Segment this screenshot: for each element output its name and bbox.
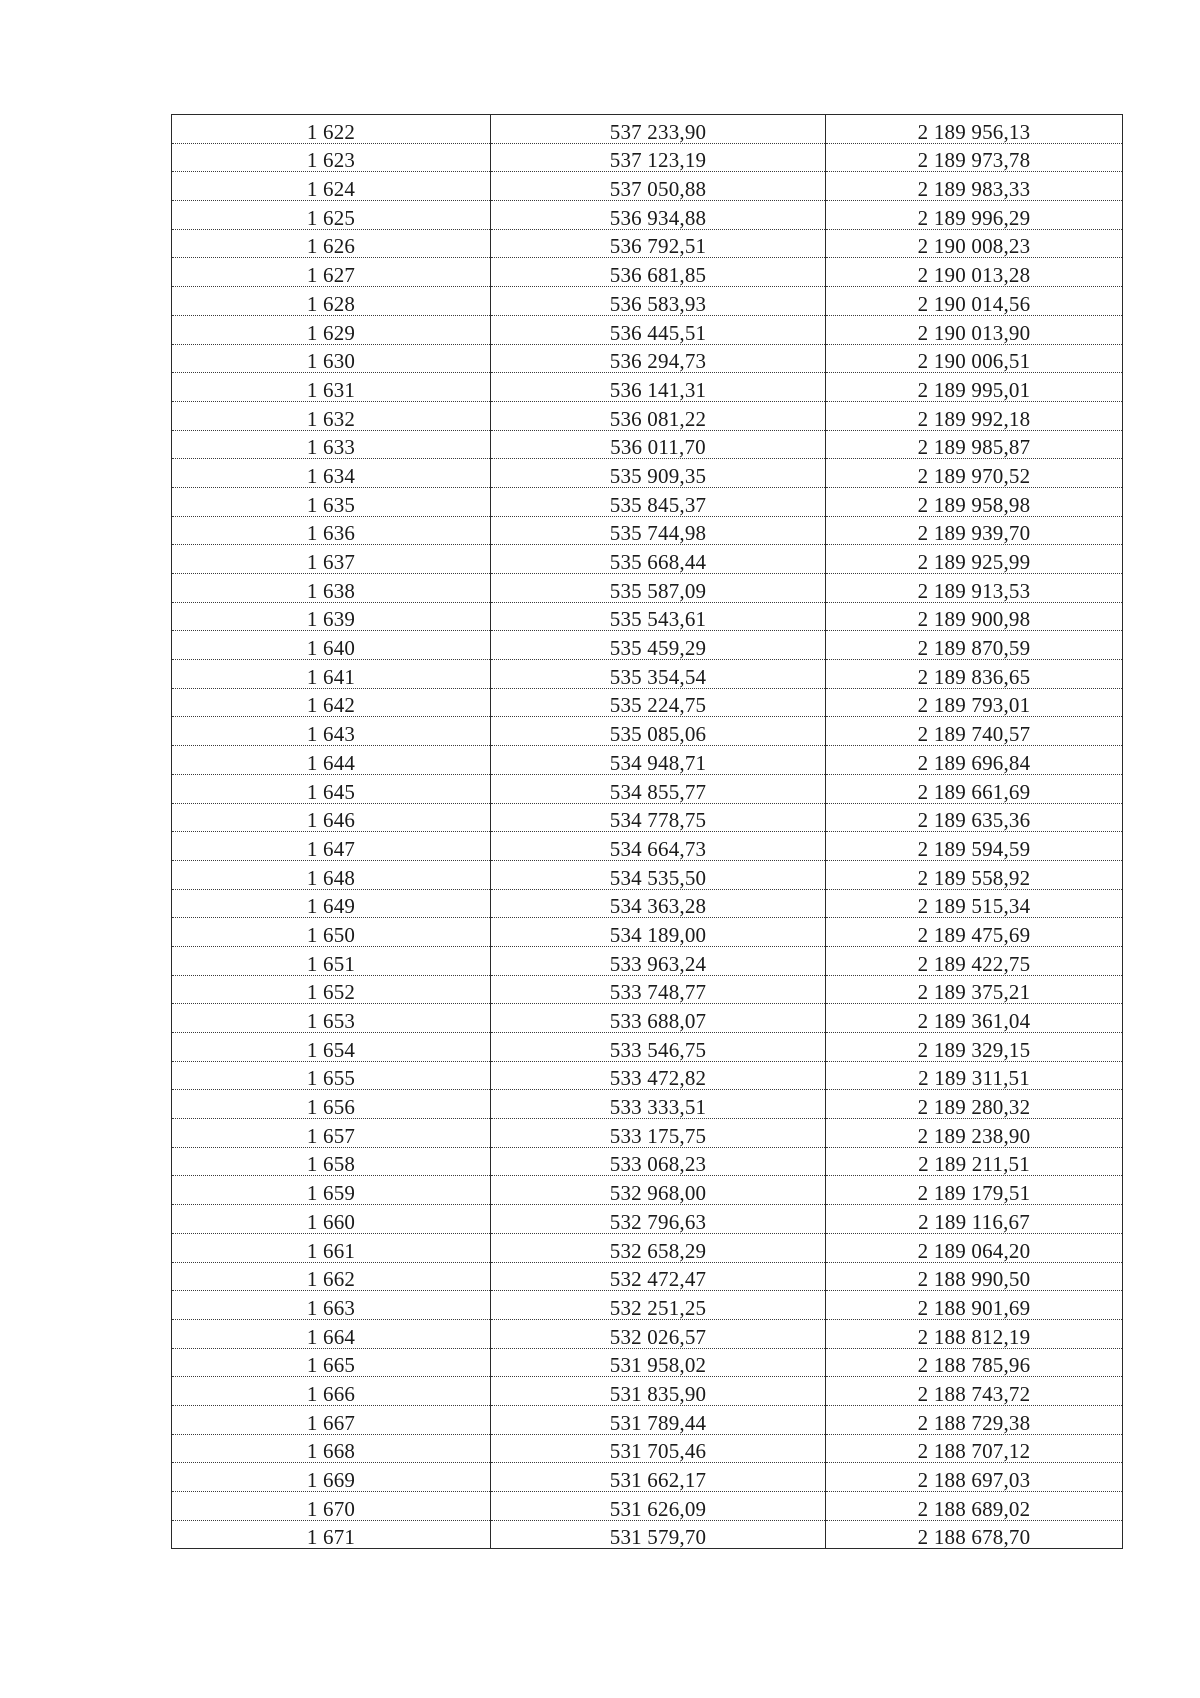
table-row [172, 1233, 1123, 1262]
table-row [172, 229, 1123, 258]
table-row [172, 803, 1123, 832]
y-coordinate-cell: 2 189 913,53 [826, 574, 1123, 603]
table-row [172, 287, 1123, 316]
table-row [172, 172, 1123, 201]
point-number-cell: 1 660 [172, 1205, 491, 1234]
x-coordinate-cell: 537 050,88 [491, 172, 826, 201]
x-coordinate-cell: 534 535,50 [491, 860, 826, 889]
x-coordinate-cell: 536 294,73 [491, 344, 826, 373]
point-number-cell: 1 641 [172, 660, 491, 689]
x-coordinate-cell: 535 224,75 [491, 688, 826, 717]
table-row [172, 631, 1123, 660]
x-coordinate-cell: 532 026,57 [491, 1319, 826, 1348]
table-row [172, 201, 1123, 230]
x-coordinate-cell: 534 948,71 [491, 746, 826, 775]
y-coordinate-cell: 2 189 064,20 [826, 1233, 1123, 1262]
point-number-cell: 1 638 [172, 574, 491, 603]
y-coordinate-cell: 2 189 992,18 [826, 401, 1123, 430]
point-number-cell: 1 644 [172, 746, 491, 775]
x-coordinate-cell: 532 472,47 [491, 1262, 826, 1291]
point-number-cell: 1 633 [172, 430, 491, 459]
table-row [172, 1061, 1123, 1090]
point-number-cell: 1 669 [172, 1463, 491, 1492]
y-coordinate-cell: 2 189 793,01 [826, 688, 1123, 717]
point-number-cell: 1 632 [172, 401, 491, 430]
y-coordinate-cell: 2 189 179,51 [826, 1176, 1123, 1205]
point-number-cell: 1 666 [172, 1377, 491, 1406]
table-row [172, 1492, 1123, 1521]
table-row [172, 1004, 1123, 1033]
y-coordinate-cell: 2 189 375,21 [826, 975, 1123, 1004]
x-coordinate-cell: 534 855,77 [491, 774, 826, 803]
point-number-cell: 1 647 [172, 832, 491, 861]
x-coordinate-cell: 536 011,70 [491, 430, 826, 459]
x-coordinate-cell: 532 968,00 [491, 1176, 826, 1205]
x-coordinate-cell: 533 963,24 [491, 946, 826, 975]
y-coordinate-cell: 2 190 013,28 [826, 258, 1123, 287]
x-coordinate-cell: 536 792,51 [491, 229, 826, 258]
x-coordinate-cell: 536 445,51 [491, 315, 826, 344]
y-coordinate-cell: 2 188 901,69 [826, 1291, 1123, 1320]
point-number-cell: 1 652 [172, 975, 491, 1004]
point-number-cell: 1 646 [172, 803, 491, 832]
y-coordinate-cell: 2 189 696,84 [826, 746, 1123, 775]
table-row [172, 373, 1123, 402]
x-coordinate-cell: 536 583,93 [491, 287, 826, 316]
point-number-cell: 1 668 [172, 1434, 491, 1463]
coordinates-table-body [172, 115, 1123, 1549]
table-row [172, 946, 1123, 975]
point-number-cell: 1 624 [172, 172, 491, 201]
y-coordinate-cell: 2 189 870,59 [826, 631, 1123, 660]
table-row [172, 258, 1123, 287]
table-row [172, 660, 1123, 689]
y-coordinate-cell: 2 189 329,15 [826, 1033, 1123, 1062]
point-number-cell: 1 634 [172, 459, 491, 488]
x-coordinate-cell: 535 543,61 [491, 602, 826, 631]
point-number-cell: 1 645 [172, 774, 491, 803]
table-row [172, 315, 1123, 344]
table-row [172, 401, 1123, 430]
x-coordinate-cell: 531 579,70 [491, 1520, 826, 1549]
x-coordinate-cell: 531 958,02 [491, 1348, 826, 1377]
table-row [172, 688, 1123, 717]
y-coordinate-cell: 2 189 973,78 [826, 143, 1123, 172]
x-coordinate-cell: 537 233,90 [491, 115, 826, 144]
point-number-cell: 1 661 [172, 1233, 491, 1262]
table-row [172, 1176, 1123, 1205]
point-number-cell: 1 655 [172, 1061, 491, 1090]
table-row [172, 602, 1123, 631]
y-coordinate-cell: 2 189 558,92 [826, 860, 1123, 889]
x-coordinate-cell: 534 664,73 [491, 832, 826, 861]
table-row [172, 1090, 1123, 1119]
table-row [172, 774, 1123, 803]
table-row [172, 516, 1123, 545]
y-coordinate-cell: 2 189 422,75 [826, 946, 1123, 975]
table-row [172, 143, 1123, 172]
table-row [172, 889, 1123, 918]
y-coordinate-cell: 2 189 985,87 [826, 430, 1123, 459]
point-number-cell: 1 643 [172, 717, 491, 746]
y-coordinate-cell: 2 189 475,69 [826, 918, 1123, 947]
y-coordinate-cell: 2 189 361,04 [826, 1004, 1123, 1033]
point-number-cell: 1 670 [172, 1492, 491, 1521]
y-coordinate-cell: 2 189 311,51 [826, 1061, 1123, 1090]
x-coordinate-cell: 537 123,19 [491, 143, 826, 172]
point-number-cell: 1 626 [172, 229, 491, 258]
y-coordinate-cell: 2 189 983,33 [826, 172, 1123, 201]
y-coordinate-cell: 2 189 594,59 [826, 832, 1123, 861]
table-row [172, 1434, 1123, 1463]
point-number-cell: 1 658 [172, 1147, 491, 1176]
table-row [172, 1262, 1123, 1291]
x-coordinate-cell: 533 546,75 [491, 1033, 826, 1062]
y-coordinate-cell: 2 189 836,65 [826, 660, 1123, 689]
point-number-cell: 1 662 [172, 1262, 491, 1291]
y-coordinate-cell: 2 188 697,03 [826, 1463, 1123, 1492]
y-coordinate-cell: 2 189 956,13 [826, 115, 1123, 144]
point-number-cell: 1 639 [172, 602, 491, 631]
point-number-cell: 1 635 [172, 487, 491, 516]
table-row [172, 975, 1123, 1004]
point-number-cell: 1 622 [172, 115, 491, 144]
y-coordinate-cell: 2 189 939,70 [826, 516, 1123, 545]
table-row [172, 1291, 1123, 1320]
point-number-cell: 1 640 [172, 631, 491, 660]
x-coordinate-cell: 533 688,07 [491, 1004, 826, 1033]
y-coordinate-cell: 2 189 996,29 [826, 201, 1123, 230]
y-coordinate-cell: 2 190 008,23 [826, 229, 1123, 258]
x-coordinate-cell: 534 778,75 [491, 803, 826, 832]
y-coordinate-cell: 2 189 211,51 [826, 1147, 1123, 1176]
y-coordinate-cell: 2 188 729,38 [826, 1405, 1123, 1434]
y-coordinate-cell: 2 188 812,19 [826, 1319, 1123, 1348]
point-number-cell: 1 664 [172, 1319, 491, 1348]
x-coordinate-cell: 532 658,29 [491, 1233, 826, 1262]
y-coordinate-cell: 2 189 635,36 [826, 803, 1123, 832]
x-coordinate-cell: 535 587,09 [491, 574, 826, 603]
x-coordinate-cell: 533 333,51 [491, 1090, 826, 1119]
y-coordinate-cell: 2 190 014,56 [826, 287, 1123, 316]
table-row [172, 860, 1123, 889]
x-coordinate-cell: 535 459,29 [491, 631, 826, 660]
x-coordinate-cell: 533 748,77 [491, 975, 826, 1004]
x-coordinate-cell: 531 662,17 [491, 1463, 826, 1492]
table-row [172, 1348, 1123, 1377]
point-number-cell: 1 671 [172, 1520, 491, 1549]
x-coordinate-cell: 536 934,88 [491, 201, 826, 230]
point-number-cell: 1 651 [172, 946, 491, 975]
point-number-cell: 1 630 [172, 344, 491, 373]
y-coordinate-cell: 2 189 925,99 [826, 545, 1123, 574]
y-coordinate-cell: 2 189 661,69 [826, 774, 1123, 803]
table-row [172, 1405, 1123, 1434]
table-row [172, 717, 1123, 746]
x-coordinate-cell: 531 705,46 [491, 1434, 826, 1463]
y-coordinate-cell: 2 188 743,72 [826, 1377, 1123, 1406]
y-coordinate-cell: 2 190 013,90 [826, 315, 1123, 344]
y-coordinate-cell: 2 190 006,51 [826, 344, 1123, 373]
point-number-cell: 1 629 [172, 315, 491, 344]
table-row [172, 459, 1123, 488]
y-coordinate-cell: 2 189 116,67 [826, 1205, 1123, 1234]
point-number-cell: 1 628 [172, 287, 491, 316]
point-number-cell: 1 665 [172, 1348, 491, 1377]
point-number-cell: 1 642 [172, 688, 491, 717]
table-row [172, 1377, 1123, 1406]
x-coordinate-cell: 534 189,00 [491, 918, 826, 947]
x-coordinate-cell: 535 354,54 [491, 660, 826, 689]
y-coordinate-cell: 2 189 515,34 [826, 889, 1123, 918]
y-coordinate-cell: 2 189 740,57 [826, 717, 1123, 746]
point-number-cell: 1 623 [172, 143, 491, 172]
table-row [172, 1205, 1123, 1234]
y-coordinate-cell: 2 189 970,52 [826, 459, 1123, 488]
x-coordinate-cell: 535 085,06 [491, 717, 826, 746]
y-coordinate-cell: 2 188 707,12 [826, 1434, 1123, 1463]
x-coordinate-cell: 536 141,31 [491, 373, 826, 402]
table-row [172, 545, 1123, 574]
point-number-cell: 1 649 [172, 889, 491, 918]
x-coordinate-cell: 535 668,44 [491, 545, 826, 574]
x-coordinate-cell: 531 789,44 [491, 1405, 826, 1434]
point-number-cell: 1 625 [172, 201, 491, 230]
y-coordinate-cell: 2 189 958,98 [826, 487, 1123, 516]
table-row [172, 1147, 1123, 1176]
table-row [172, 430, 1123, 459]
x-coordinate-cell: 531 835,90 [491, 1377, 826, 1406]
x-coordinate-cell: 533 472,82 [491, 1061, 826, 1090]
point-number-cell: 1 667 [172, 1405, 491, 1434]
point-number-cell: 1 650 [172, 918, 491, 947]
point-number-cell: 1 654 [172, 1033, 491, 1062]
x-coordinate-cell: 533 068,23 [491, 1147, 826, 1176]
y-coordinate-cell: 2 188 785,96 [826, 1348, 1123, 1377]
table-row [172, 1520, 1123, 1549]
point-number-cell: 1 627 [172, 258, 491, 287]
y-coordinate-cell: 2 188 678,70 [826, 1520, 1123, 1549]
x-coordinate-cell: 533 175,75 [491, 1119, 826, 1148]
y-coordinate-cell: 2 189 900,98 [826, 602, 1123, 631]
y-coordinate-cell: 2 189 280,32 [826, 1090, 1123, 1119]
point-number-cell: 1 648 [172, 860, 491, 889]
table-row [172, 832, 1123, 861]
table-row [172, 1319, 1123, 1348]
point-number-cell: 1 659 [172, 1176, 491, 1205]
x-coordinate-cell: 531 626,09 [491, 1492, 826, 1521]
table-row [172, 1463, 1123, 1492]
x-coordinate-cell: 532 251,25 [491, 1291, 826, 1320]
x-coordinate-cell: 536 681,85 [491, 258, 826, 287]
point-number-cell: 1 656 [172, 1090, 491, 1119]
point-number-cell: 1 631 [172, 373, 491, 402]
table-row [172, 918, 1123, 947]
x-coordinate-cell: 535 909,35 [491, 459, 826, 488]
y-coordinate-cell: 2 188 990,50 [826, 1262, 1123, 1291]
y-coordinate-cell: 2 189 995,01 [826, 373, 1123, 402]
x-coordinate-cell: 535 845,37 [491, 487, 826, 516]
table-row [172, 1119, 1123, 1148]
x-coordinate-cell: 532 796,63 [491, 1205, 826, 1234]
point-number-cell: 1 653 [172, 1004, 491, 1033]
x-coordinate-cell: 536 081,22 [491, 401, 826, 430]
table-row [172, 574, 1123, 603]
y-coordinate-cell: 2 189 238,90 [826, 1119, 1123, 1148]
table-row [172, 115, 1123, 144]
y-coordinate-cell: 2 188 689,02 [826, 1492, 1123, 1521]
coordinates-table [171, 114, 1123, 1549]
point-number-cell: 1 636 [172, 516, 491, 545]
table-row [172, 746, 1123, 775]
x-coordinate-cell: 534 363,28 [491, 889, 826, 918]
table-row [172, 487, 1123, 516]
table-row [172, 1033, 1123, 1062]
point-number-cell: 1 663 [172, 1291, 491, 1320]
table-row [172, 344, 1123, 373]
x-coordinate-cell: 535 744,98 [491, 516, 826, 545]
point-number-cell: 1 637 [172, 545, 491, 574]
point-number-cell: 1 657 [172, 1119, 491, 1148]
